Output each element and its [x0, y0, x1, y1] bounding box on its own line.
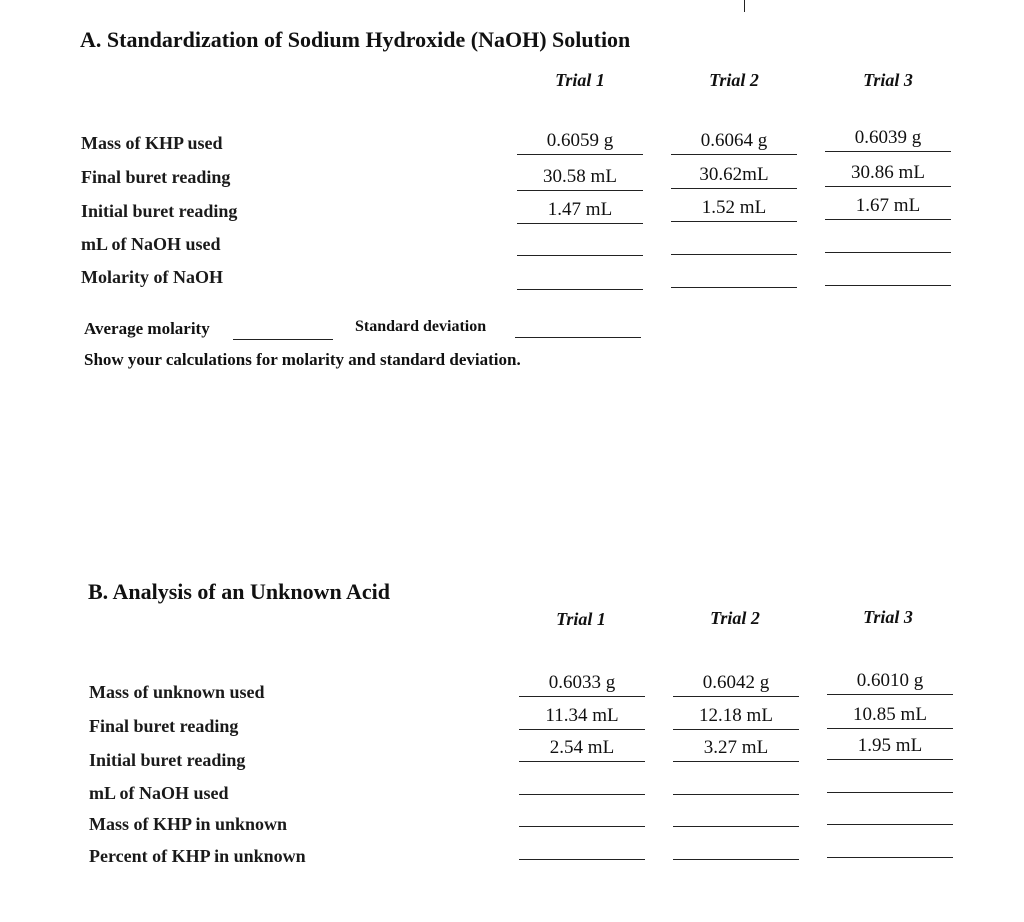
- section-a-cell[interactable]: 1.52 mL: [671, 195, 797, 222]
- section-a-trial-3-header: Trial 3: [863, 70, 913, 90]
- section-b-cell[interactable]: 2.54 mL: [519, 735, 645, 762]
- section-a-cell[interactable]: [517, 229, 643, 256]
- section-b-cell[interactable]: [519, 833, 645, 860]
- section-b-row-label: Percent of KHP in unknown: [89, 846, 306, 866]
- section-b-cell[interactable]: 0.6042 g: [673, 670, 799, 697]
- section-b-cell[interactable]: 10.85 mL: [827, 702, 953, 729]
- section-b-row-label: Initial buret reading: [89, 750, 246, 770]
- section-a-cell[interactable]: 30.86 mL: [825, 160, 951, 187]
- section-a-cell[interactable]: 30.62mL: [671, 162, 797, 189]
- section-b-row-label: Final buret reading: [89, 716, 239, 736]
- section-b-trial-1-header: Trial 1: [556, 609, 606, 629]
- section-b-cell[interactable]: [673, 833, 799, 860]
- section-b-cell[interactable]: [519, 768, 645, 795]
- standard-deviation-blank[interactable]: [515, 336, 641, 338]
- section-a-trial-2-header: Trial 2: [709, 70, 759, 90]
- section-b-cell[interactable]: [827, 831, 953, 858]
- section-b-trial-3-header: Trial 3: [863, 607, 913, 627]
- page-mark: [744, 0, 745, 12]
- average-molarity-blank[interactable]: [233, 338, 333, 340]
- section-a-cell[interactable]: 1.47 mL: [517, 197, 643, 224]
- section-b-title: B. Analysis of an Unknown Acid: [88, 579, 390, 604]
- section-a-row-label: Mass of KHP used: [81, 133, 223, 153]
- section-a-trial-1-header: Trial 1: [555, 70, 605, 90]
- section-b-cell[interactable]: [827, 798, 953, 825]
- section-a-cell[interactable]: 0.6039 g: [825, 125, 951, 152]
- section-b-trial-2-header: Trial 2: [710, 608, 760, 628]
- section-b-cell[interactable]: 1.95 mL: [827, 733, 953, 760]
- section-b-cell[interactable]: 0.6010 g: [827, 668, 953, 695]
- section-a-cell[interactable]: [825, 259, 951, 286]
- section-b-cell[interactable]: 3.27 mL: [673, 735, 799, 762]
- section-a-cell[interactable]: 0.6064 g: [671, 128, 797, 155]
- section-b-cell[interactable]: [827, 766, 953, 793]
- standard-deviation-label: Standard deviation: [355, 318, 487, 335]
- section-b-cell[interactable]: [519, 800, 645, 827]
- section-a-cell[interactable]: [825, 226, 951, 253]
- section-b-row-label: Mass of unknown used: [89, 682, 265, 702]
- section-a-row-label: mL of NaOH used: [81, 234, 221, 254]
- section-a-row-label: Final buret reading: [81, 167, 231, 187]
- section-b-row-label: mL of NaOH used: [89, 783, 229, 803]
- section-a-cell[interactable]: 1.67 mL: [825, 193, 951, 220]
- section-a-cell[interactable]: [671, 228, 797, 255]
- average-molarity-label: Average molarity: [84, 319, 210, 338]
- section-a-row-label: Molarity of NaOH: [81, 267, 223, 287]
- section-b-cell[interactable]: 0.6033 g: [519, 670, 645, 697]
- section-b-cell[interactable]: 12.18 mL: [673, 703, 799, 730]
- section-b-row-label: Mass of KHP in unknown: [89, 814, 288, 834]
- section-a-cell[interactable]: 0.6059 g: [517, 128, 643, 155]
- section-b-cell[interactable]: [673, 768, 799, 795]
- section-a-cell[interactable]: [517, 263, 643, 290]
- section-b-cell[interactable]: [673, 800, 799, 827]
- section-b-cell[interactable]: 11.34 mL: [519, 703, 645, 730]
- section-a-row-label: Initial buret reading: [81, 201, 238, 221]
- section-a-cell[interactable]: [671, 261, 797, 288]
- section-a-cell[interactable]: 30.58 mL: [517, 164, 643, 191]
- section-a-title: A. Standardization of Sodium Hydroxide (NaOH) Solution: [80, 27, 631, 52]
- calculations-instructions: Show your calculations for molarity and standard deviation.: [84, 350, 521, 369]
